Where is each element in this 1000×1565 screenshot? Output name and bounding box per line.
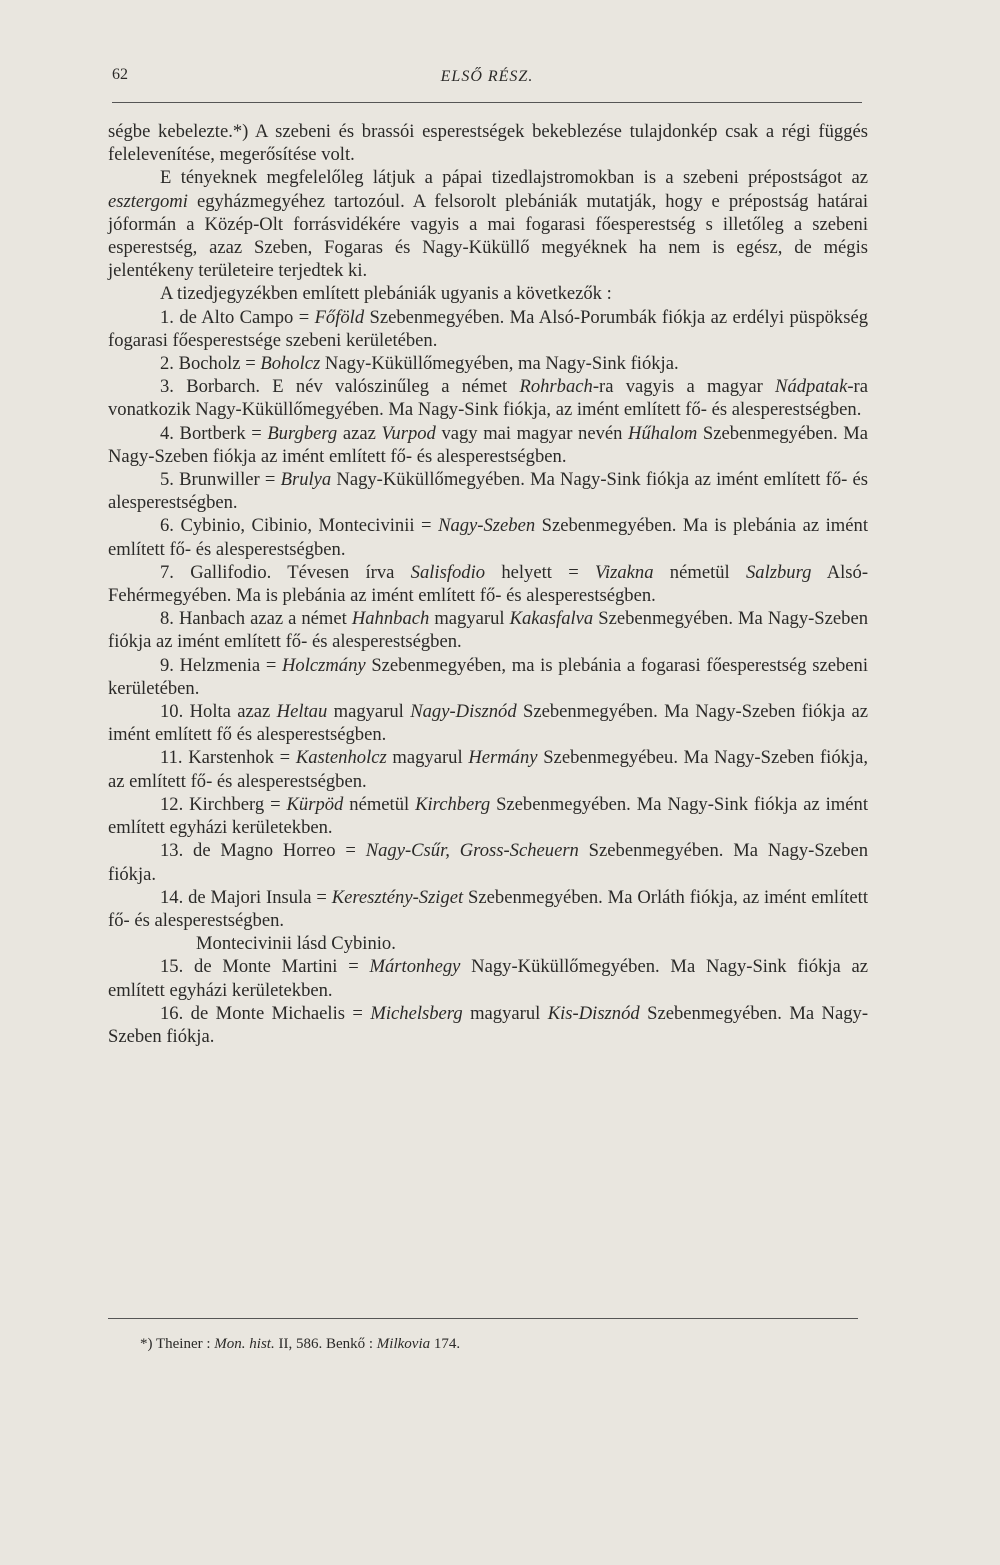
list-item: 6. Cybinio, Cibinio, Montecivinii = Nagy-Szeben Szebenmegyében. Ma is plebánia az imént említett fő- és alesperestségben. — [108, 515, 868, 560]
footnote: *) Theiner : Mon. hist. II, 586. Benkő : Milkovia 174. — [140, 1336, 461, 1352]
list-item: 11. Karstenhok = Kastenholcz magyarul Hermány Szebenmegyébeu. Ma Nagy-Szeben fiókja, az említett fő- és alesperestségben. — [108, 747, 868, 792]
cross-reference: Montecivinii lásd Cybinio. — [196, 933, 396, 955]
list-item: 14. de Majori Insula = Keresztény-Sziget Szebenmegyében. Ma Orláth fiókja, az imént említett fő- és alesperestségben. — [108, 886, 868, 931]
running-title: ELSŐ RÉSZ. — [440, 68, 534, 85]
list-item: 9. Helzmenia = Holczmány Szebenmegyében, ma is plebánia a fogarasi főesperestség szebeni kerületében. — [108, 654, 868, 699]
list-item: 1. de Alto Campo = Főföld Szebenmegyében. Ma Alsó-Porumbák fiókja az erdélyi püspökség fogarasi főesperestsége szebeni kerületében. — [108, 306, 868, 351]
list-item: 12. Kirchberg = Kürpöd németül Kirchberg Szebenmegyében. Ma Nagy-Sink fiókja az imént említett egyházi kerületekben. — [108, 793, 868, 839]
paragraph: ségbe kebelezte.*) A szebeni és brassói esperestségek bekeblezése tulajdonkép csak a régi függés felelevenítése, megerősítése volt. — [108, 121, 868, 166]
list-item: 5. Brunwiller = Brulya Nagy-Küküllőmegyében. Ma Nagy-Sink fiókja az imént említett fő- és alesperestségben. — [108, 469, 868, 514]
list-item: 15. de Monte Martini = Mártonhegy Nagy-Küküllőmegyében. Ma Nagy-Sink fiókja az említett egyházi kerületekben. — [108, 956, 868, 1001]
list-item: 3. Borbarch. E név valószinűleg a német Rohrbach-ra vagyis a magyar Nádpatak-ra vonatkozik Nagy-Küküllőmegyében. Ma Nagy-Sink fiókja, az imént említett fő- és alesperestségben. — [108, 376, 868, 421]
paragraph: A tizedjegyzékben említett plebániák ugyanis a következők : — [160, 283, 612, 305]
body-text — [108, 120, 868, 1048]
list-item: 8. Hanbach azaz a német Hahnbach magyarul Kakasfalva Szebenmegyében. Ma Nagy-Szeben fiókja az imént említett fő- és alesperestségben. — [108, 608, 868, 653]
footnote-rule — [108, 1318, 858, 1319]
list-item: 7. Gallifodio. Tévesen írva Salisfodio helyett = Vizakna németül Salzburg Alsó-Fehérmegyében. Ma is plebánia az imént említett fő- és alesperestségben. — [108, 561, 869, 607]
header-rule — [112, 102, 862, 103]
list-item: 16. de Monte Michaelis = Michelsberg magyarul Kis-Disznód Szebenmegyében. Ma Nagy-Szeben fiókja. — [108, 1002, 869, 1047]
list-item: 2. Bocholz = Boholcz Nagy-Küküllőmegyében, ma Nagy-Sink fiókja. — [160, 353, 679, 375]
page-header — [112, 66, 862, 96]
page-number: 62 — [112, 66, 128, 83]
list-item: 13. de Magno Horreo = Nagy-Csűr, Gross-Scheuern Szebenmegyében. Ma Nagy-Szeben fiókja. — [108, 840, 869, 885]
list-item: 4. Bortberk = Burgberg azaz Vurpod vagy mai magyar nevén Hűhalom Szebenmegyében. Ma Nagy-Szeben fiókja az imént említett fő- és alesperestségben. — [108, 422, 868, 467]
paragraph: E tényeknek megfelelőleg látjuk a pápai tizedlajstromokban is a szebeni prépostságot az esztergomi egyházmegyéhez tartozóul. A felsorolt plebániák mutatják, hogy e prépostság határai jóformán a Közép-Olt forrásvidékére vagyis a mai fogarasi főesperestség s illetőleg a szebeni esperestség, azaz Szeben, Fogaras és Nagy-Küküllő megyéknek ha nem is egész, de mégis jelentékeny területeire terjedtek ki. — [108, 167, 868, 282]
list-item: 10. Holta azaz Heltau magyarul Nagy-Disznód Szebenmegyében. Ma Nagy-Szeben fiókja az imént említett fő és alesperestségben. — [108, 701, 869, 746]
